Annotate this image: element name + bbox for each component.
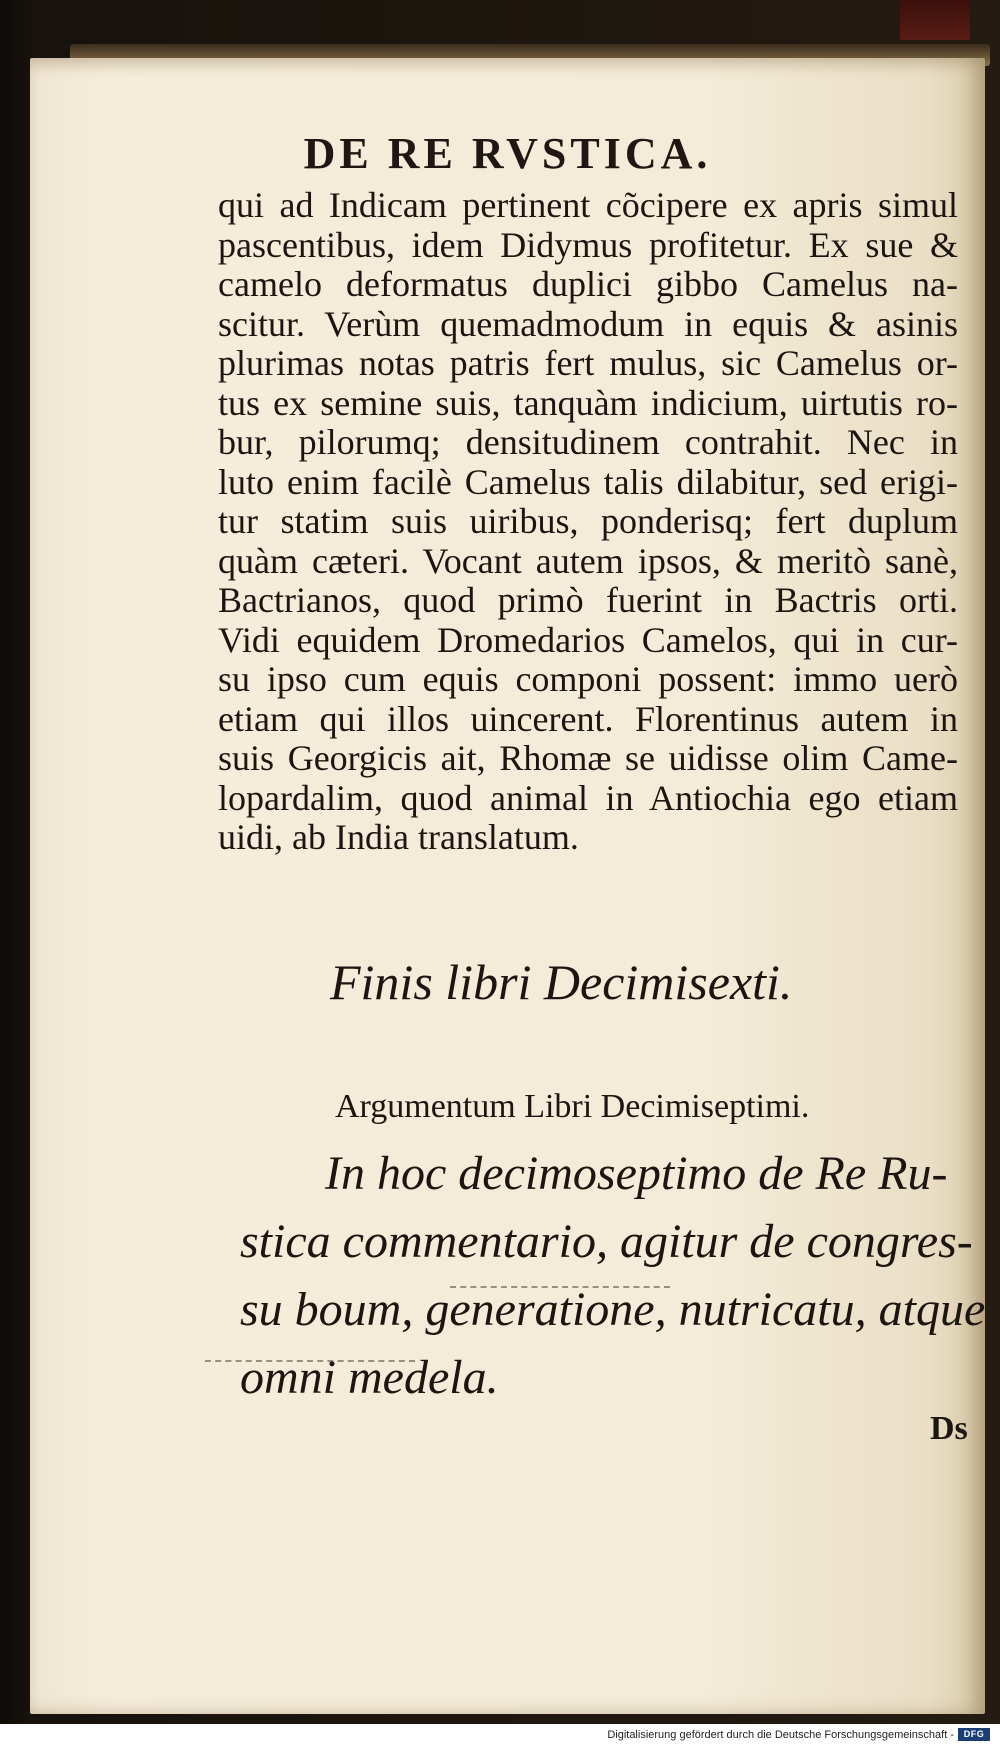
body-line: pascentibus, idem Didymus profitetur. Ex sue &: [218, 224, 958, 265]
argument-line: In hoc decimoseptimo de Re Ru-: [325, 1147, 948, 1200]
body-line: scitur. Verùm quemadmodum in equis & asinis: [218, 303, 958, 344]
book-page: [30, 58, 985, 1714]
funding-credit: Digitalisierung gefördert durch die Deutsche Forschungsgemeinschaft -: [607, 1729, 954, 1741]
dashed-rule: [205, 1360, 415, 1362]
body-line: uidi, ab India translatum.: [218, 817, 579, 857]
argument-text: [240, 1140, 986, 1412]
body-line: Bactrianos, quod primò fuerint in Bactris orti.: [218, 580, 958, 620]
finis-line: Finis libri Decimisexti.: [330, 954, 793, 1010]
catchword: Ds: [930, 1410, 968, 1447]
body-line: su ipso cum equis componi possent: immo uerò: [218, 659, 958, 699]
argumentum-heading: Argumentum Libri Decimiseptimi.: [335, 1088, 810, 1125]
dfg-logo-icon: DFG: [958, 1728, 990, 1741]
bookmark-ribbon: [900, 0, 970, 40]
body-line: suis Georgicis ait, Rhomæ se uidisse olim Came-: [218, 738, 958, 778]
body-line: quàm cæteri. Vocant autem ipsos, & meritò sanè,: [218, 540, 958, 581]
body-line: etiam qui illos uincerent. Florentinus autem in: [218, 698, 958, 739]
body-line: qui ad Indicam pertinent cõcipere ex apris simul: [218, 185, 958, 225]
body-line: tur statim suis uiribus, ponderisq; fert duplum: [218, 501, 958, 541]
footer-bar: [0, 1724, 1000, 1744]
argument-line: omni medela.: [240, 1351, 499, 1404]
argument-line: stica commentario, agitur de congres-: [240, 1215, 973, 1268]
body-line: lopardalim, quod animal in Antiochia ego etiam: [218, 777, 958, 818]
running-head: DE RE RVSTICA.: [303, 129, 712, 178]
body-text: [218, 186, 958, 858]
body-line: Vidi equidem Dromedarios Camelos, qui in cur-: [218, 619, 958, 660]
body-line: camelo deformatus duplici gibbo Camelus na-: [218, 264, 958, 304]
body-line: plurimas notas patris fert mulus, sic Camelus or-: [218, 343, 958, 383]
body-line: bur, pilorumq; densitudinem contrahit. Nec in: [218, 422, 958, 462]
dashed-rule: [450, 1286, 670, 1288]
argument-line: su boum, generatione, nutricatu, atque: [240, 1283, 986, 1336]
body-line: luto enim facilè Camelus talis dilabitur, sed erigi-: [218, 461, 958, 502]
body-line: tus ex semine suis, tanquàm indicium, uirtutis ro-: [218, 382, 958, 423]
